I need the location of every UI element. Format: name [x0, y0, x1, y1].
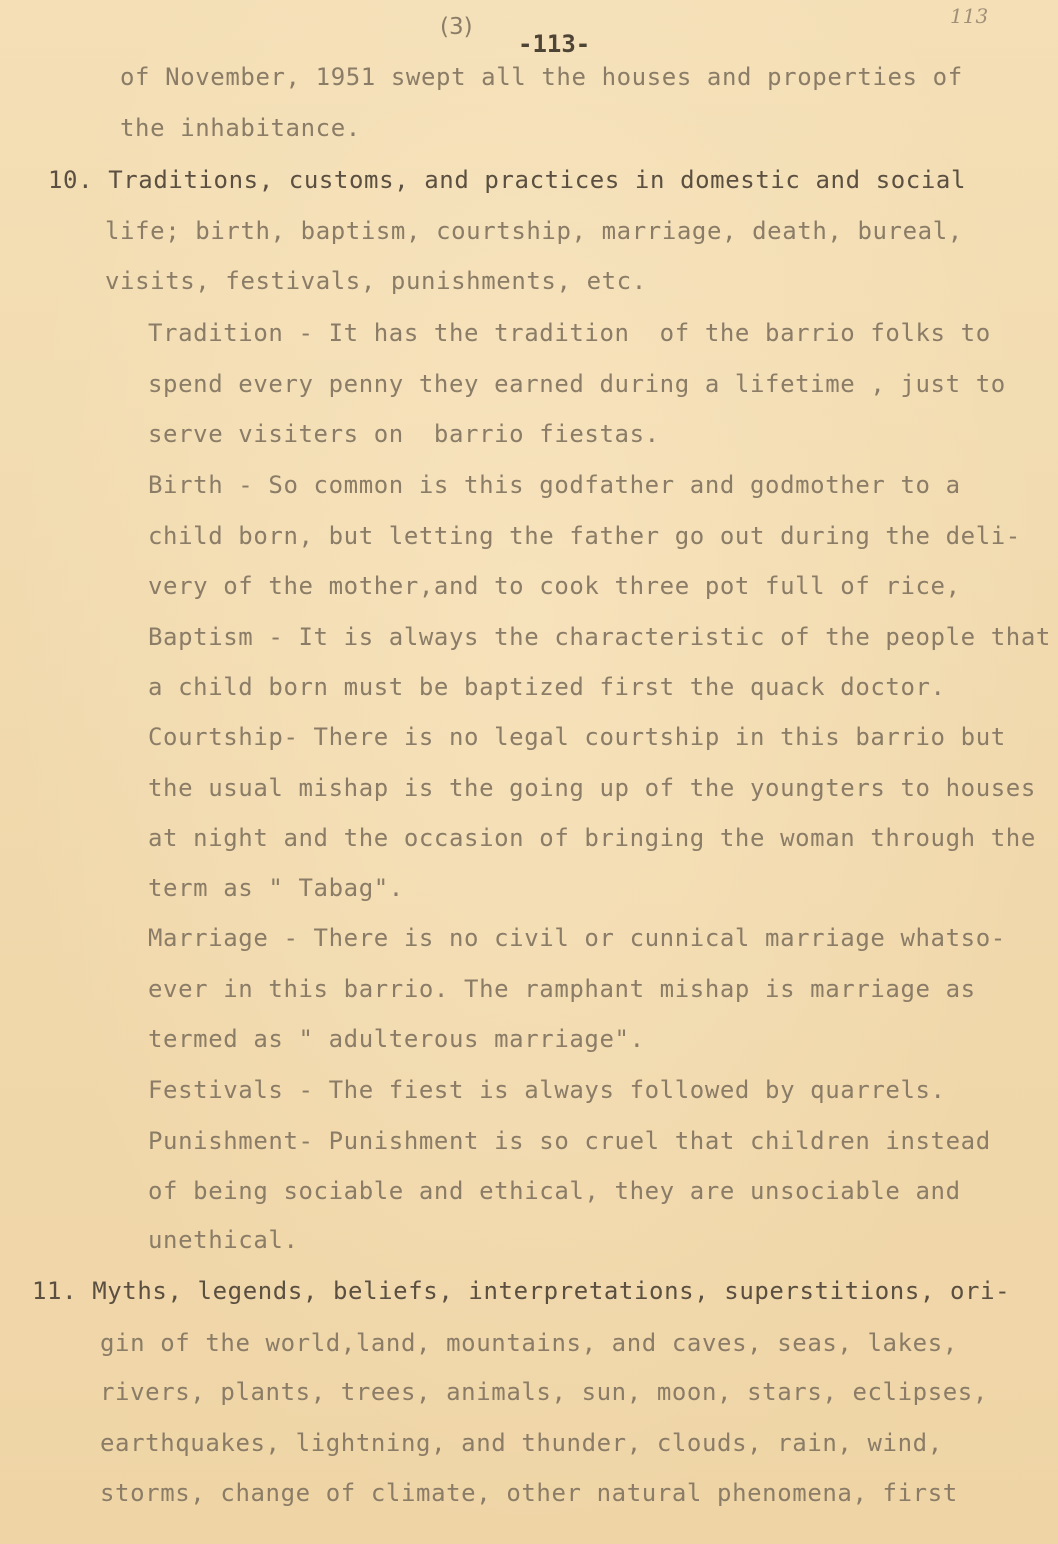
page-number: -113- [518, 30, 591, 58]
text-line: of November, 1951 swept all the houses and properties of [120, 63, 963, 91]
text-line: termed as " adulterous marriage". [148, 1025, 645, 1053]
text-line: earthquakes, lightning, and thunder, clouds, rain, wind, [100, 1429, 943, 1457]
text-line: at night and the occasion of bringing the woman through the [148, 824, 1036, 852]
text-line: Courtship- There is no legal courtship in this barrio but [148, 723, 1006, 751]
text-line: Baptism - It is always the characteristic of the people that [148, 623, 1051, 651]
text-line: Festivals - The fiest is always followed by quarrels. [148, 1076, 946, 1104]
text-line: ever in this barrio. The ramphant mishap is marriage as [148, 975, 976, 1003]
text-line: Birth - So common is this godfather and godmother to a [148, 471, 961, 499]
text-line: life; birth, baptism, courtship, marriage, death, bureal, [105, 217, 963, 245]
text-line: spend every penny they earned during a lifetime , just to [148, 370, 1006, 398]
text-line: term as " Tabag". [148, 874, 404, 902]
text-line: rivers, plants, trees, animals, sun, moon, stars, eclipses, [100, 1378, 988, 1406]
text-line: Marriage - There is no civil or cunnical marriage whatso- [148, 924, 1006, 952]
text-line: a child born must be baptized first the quack doctor. [148, 673, 946, 701]
text-line: visits, festivals, punishments, etc. [105, 267, 647, 295]
text-line: the usual mishap is the going up of the youngters to houses [148, 774, 1036, 802]
text-line: unethical. [148, 1226, 299, 1254]
section-11-heading-line: 11. Myths, legends, beliefs, interpretations, superstitions, ori- [32, 1277, 1011, 1305]
handwritten-page-annotation: 113 [950, 4, 989, 28]
text-line: child born, but letting the father go out during the deli- [148, 522, 1021, 550]
text-line: of being sociable and ethical, they are unsociable and [148, 1177, 961, 1205]
circled-page-number: (3) [440, 14, 473, 40]
section-10-heading-line: 10. Traditions, customs, and practices in domestic and social [48, 166, 967, 194]
text-line: very of the mother,and to cook three pot full of rice, [148, 572, 961, 600]
text-line: serve visiters on barrio fiestas. [148, 420, 660, 448]
text-line: Tradition - It has the tradition of the barrio folks to [148, 319, 991, 347]
text-line: the inhabitance. [120, 114, 361, 142]
text-line: storms, change of climate, other natural phenomena, first [100, 1479, 958, 1507]
text-line: Punishment- Punishment is so cruel that children instead [148, 1127, 991, 1155]
text-line: gin of the world,land, mountains, and caves, seas, lakes, [100, 1329, 958, 1357]
